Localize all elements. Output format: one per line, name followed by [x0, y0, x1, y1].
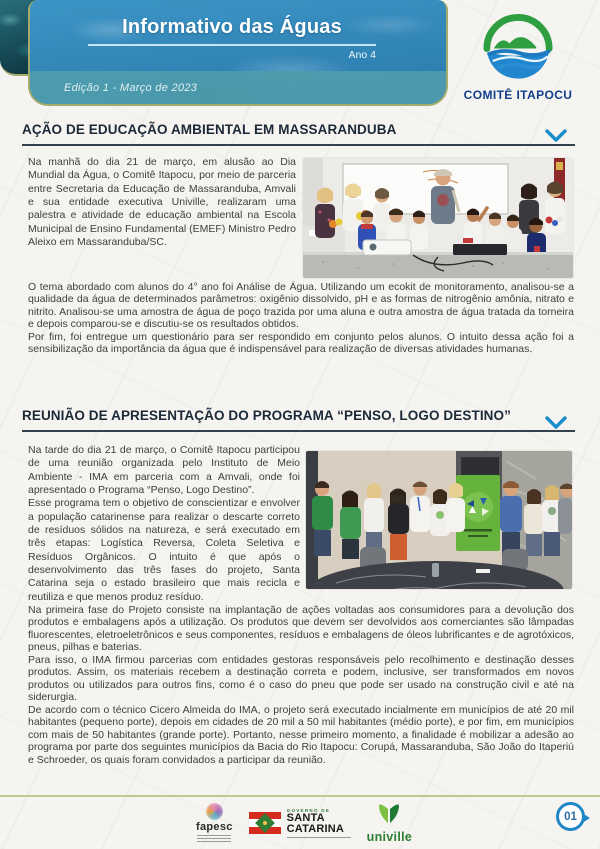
committee-logo-mark-icon	[480, 6, 556, 82]
section-1-heading: AÇÃO DE EDUCAÇÃO AMBIENTAL EM MASSARANDUBA	[22, 122, 397, 137]
section-2-heading-rule	[22, 430, 575, 432]
gov-line2: CATARINA	[286, 823, 345, 835]
chevron-down-icon	[545, 416, 567, 430]
section-2-body-text	[28, 604, 574, 766]
edition-label: Edição 1 - Março de 2023	[64, 81, 198, 94]
section-1-header	[22, 122, 575, 146]
gov-line1: SANTA	[286, 812, 325, 824]
title-underline	[88, 44, 376, 46]
section-2-intro-text	[28, 444, 300, 604]
committee-logo	[460, 6, 576, 102]
committee-logo-wordmark: COMITÊ ITAPOCU	[463, 88, 573, 102]
edition-strip	[30, 71, 446, 104]
paragraph: De acordo com o técnico Cicero Almeida do IMA, o projeto será executado incialmente em municípios de até 20 mil habitantes (pequeno porte), depois em cidades de 20 mil a 50 mil habitantes (médio porte), e por fim, em municípios com mais de 50 habitantes (grande porte). Portanto, nesse primeiro momento, a finalidade é mobilizar a adesão ao programa por parte dos seguintes municípios da Bacia do Rio Itapocu: Corupá, Massaranduba, São João do Itaperiú e Schroeder, os quais foram convidados a participar da reunião.	[28, 703, 574, 766]
fapesc-logo	[196, 803, 233, 844]
chevron-down-icon	[545, 129, 567, 143]
univille-label: univille	[366, 829, 413, 844]
santa-catarina-flag-icon	[249, 812, 281, 834]
footer-divider	[0, 795, 600, 797]
univille-logo	[367, 803, 412, 844]
fapesc-smallprint	[197, 835, 231, 843]
year-label: Ano 4	[348, 49, 376, 61]
section-1-heading-rule	[22, 144, 575, 146]
page-number: 01	[564, 810, 577, 823]
paragraph: Para isso, o IMA firmou parcerias com entidades gestoras responsáveis pelo recolhimento e destinação desses produtos. Assim, os materiais recebem a destinação correta e podem, inclusive, ser transformados em novos produtos ou utilizados para outros fins, como é o caso do pneu que pode ser usado na construção civil e até na siderurgia.	[28, 653, 574, 704]
paragraph: Na primeira fase do Projeto consiste na implantação de ações voltadas aos consumidores para a devolução dos produtos e embalagens após a utilização. Os produtos que devem ser devolvidos aos comerciantes são lâmpadas fluorescentes, eletroeletrônicos e seus componentes, resíduos e embalagens de óleos lubrificantes e de agrotóxicos, pneus, pilhas e baterias.	[28, 604, 574, 654]
section-2-header	[22, 408, 575, 432]
section-1-intro-text	[28, 156, 296, 249]
paragraph: Esse programa tem o objetivo de conscientizar e envolver a população catarinense para realizar o descarte correto de resíduos sólidos na natureza, e será executado em três etapas: Logística Reversa, Coleta Seletiva e Resíduos Orgânicos. O intuito é que após o desenvolvimento das três fases do projeto, Santa Catarina seja o estado brasileiro que mais recicla e reutiliza e que menos produz resíduo.	[28, 497, 300, 603]
section-2-heading: REUNIÃO DE APRESENTAÇÃO DO PROGRAMA “PENSO, LOGO DESTINO”	[22, 408, 511, 423]
paragraph: Por fim, foi entregue um questionário para ser respondido em conjunto pelos alunos. O intuito dessa ação foi a sensibilização da importância da água que é indispensável para realização de diversas atividades humanas.	[28, 330, 574, 356]
gov-top-label: GOVERNO DE	[286, 808, 331, 813]
santa-catarina-gov-logo	[249, 808, 351, 838]
classroom-group-photo	[303, 158, 573, 278]
page-number-badge	[556, 802, 594, 834]
univille-leaf-icon	[377, 803, 401, 825]
paragraph: Na manhã do dia 21 de março, em alusão ao Dia Mundial da Água, o Comitê Itapocu, por meio de parceria entre Secretaria da Educação de Massaranduba, Amvali e sua entidade executiva Univille, realizaram uma palestra e atividade de educação ambiental na Escola Municipal de Ensino Fundamental (EMEF) Ministro Pedro Aleixo em Massaranduba/SC.	[28, 156, 296, 248]
paragraph: Na tarde do dia 21 de março, o Comitê Itapocu participou de uma reunião organizada pelo Instituto de Meio Ambiente - IMA em parceria com a Amvali, onde foi apresentado o Programa “Penso, Logo Destino”.	[28, 444, 300, 496]
newsletter-title: Informativo das Águas	[122, 16, 342, 38]
footer-logos	[196, 801, 412, 845]
header-banner	[28, 0, 448, 106]
section-1-body-text	[28, 281, 574, 356]
fapesc-icon	[206, 803, 223, 820]
fapesc-label: fapesc	[196, 820, 233, 833]
meeting-room-group-photo	[306, 451, 572, 589]
paragraph: O tema abordado com alunos do 4° ano foi Análise de Água. Utilizando um ecokit de monitoramento, analisou-se a qualidade da água de determinados parâmetros: oxigênio dissolvido, pH e as formas de nitrogênio amônia, nitrato e nitrito. Analisou-se uma amostra de água de poço trazida por uma aluna e outra amostra de água tratada da torneira e depois comparou-se e discutiu-se os resultados obtidos.	[28, 281, 574, 331]
gov-smallprint	[287, 837, 351, 839]
